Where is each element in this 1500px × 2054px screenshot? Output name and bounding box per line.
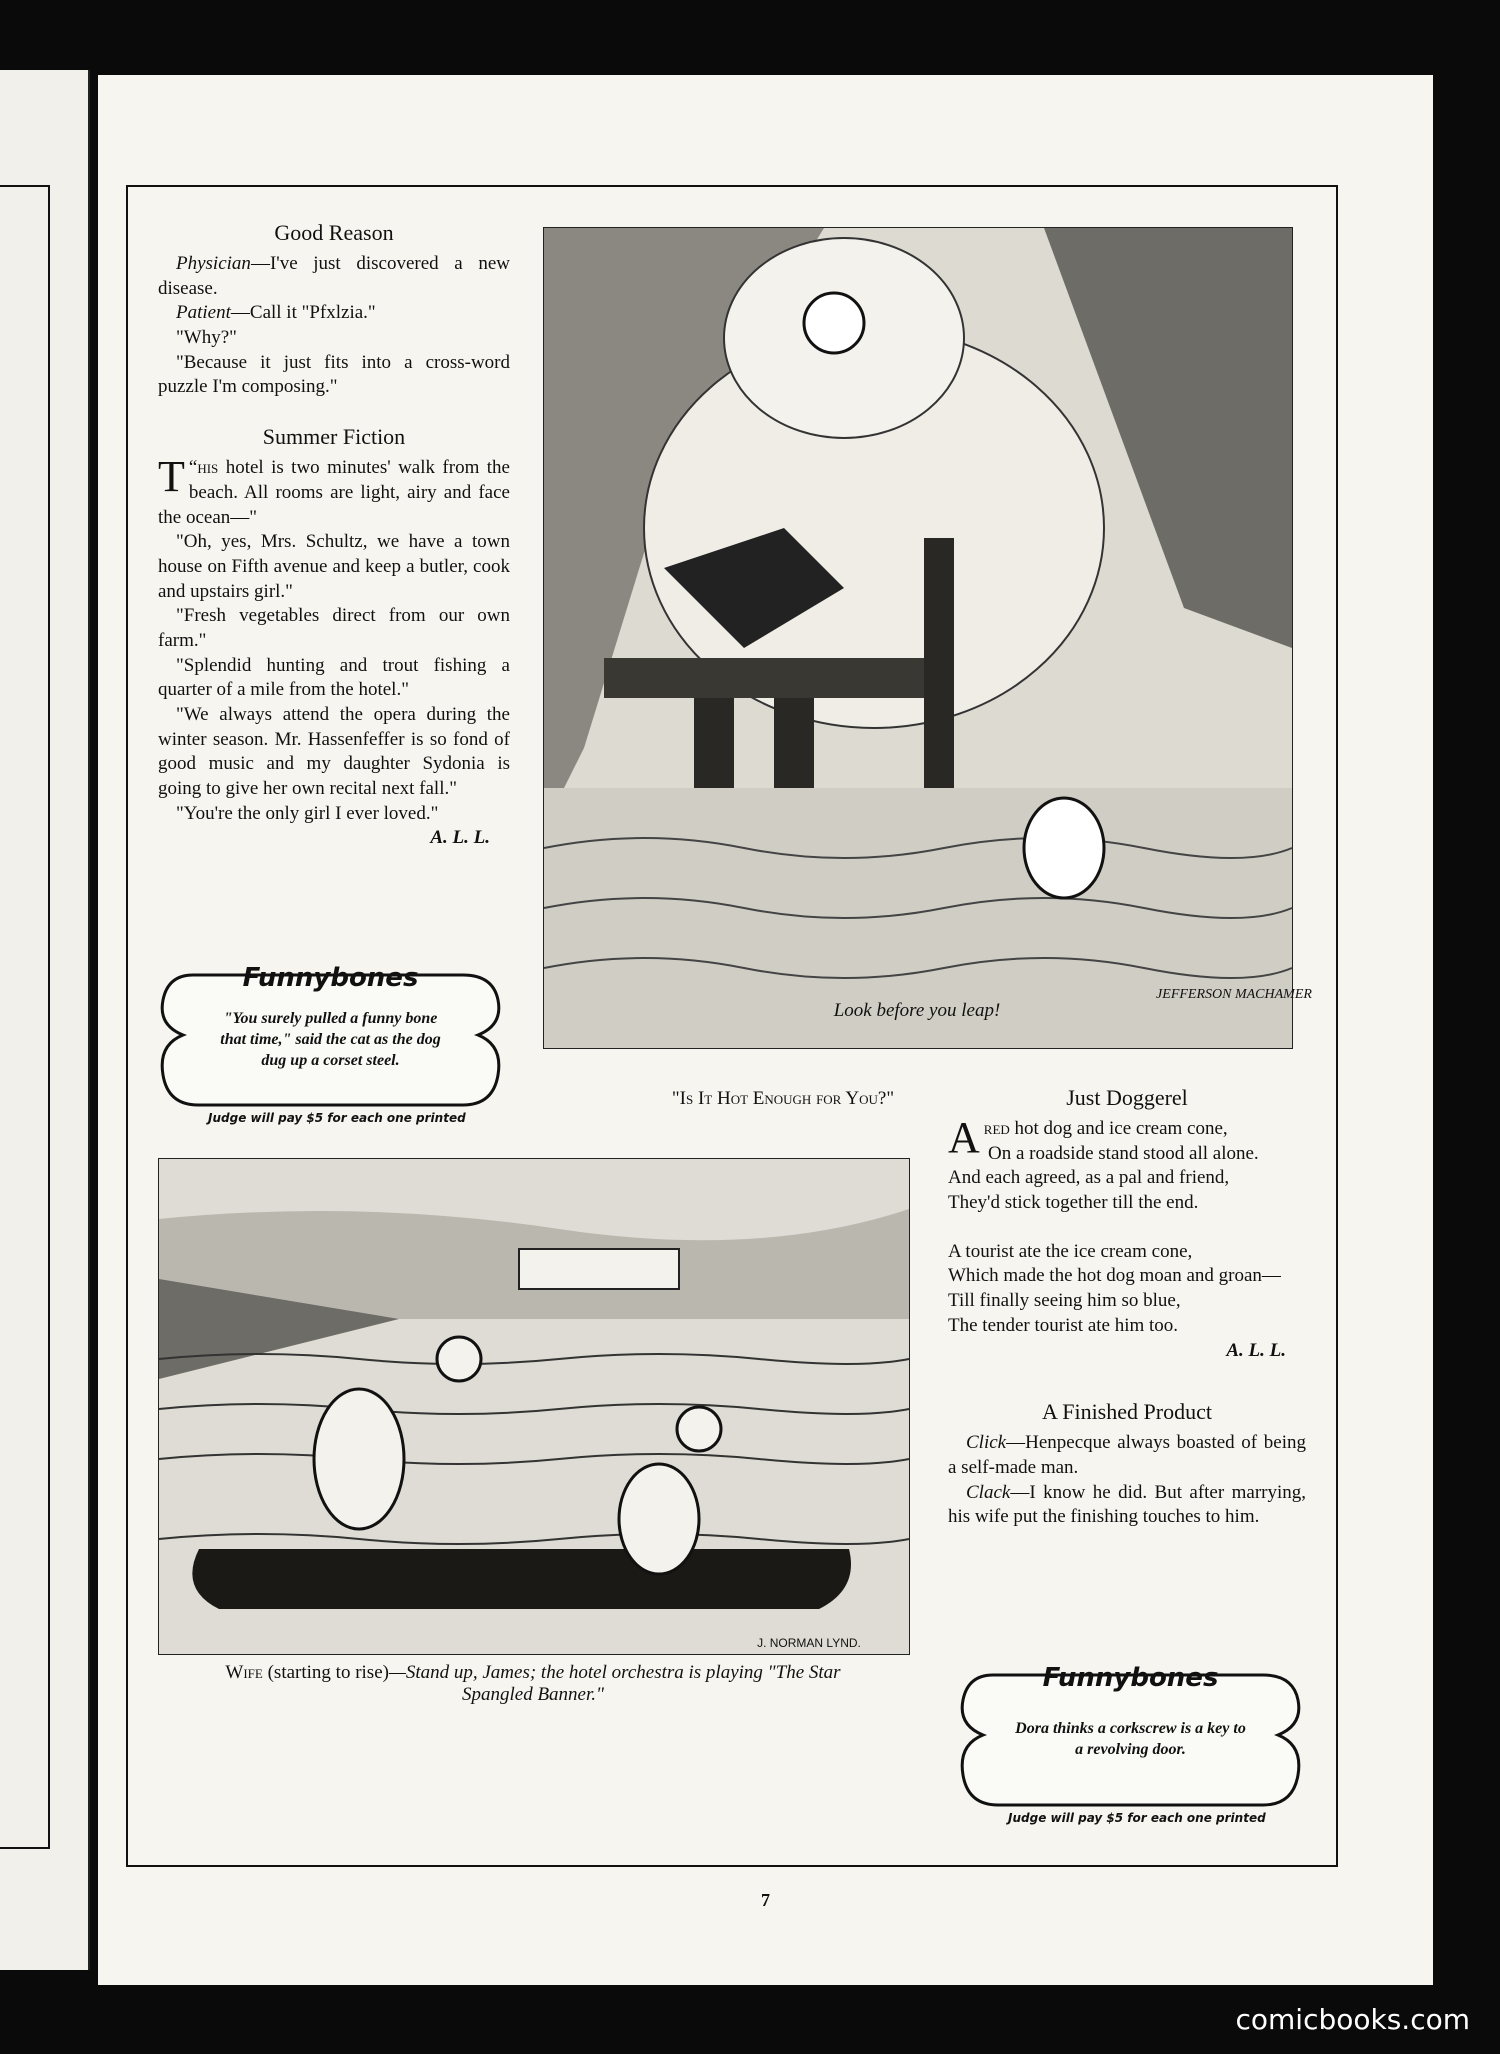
doggerel-line: A tourist ate the ice cream cone, <box>948 1240 1193 1262</box>
hot-enough-heading: "Is It Hot Enough for You?" <box>671 1088 895 1109</box>
good-reason-title: Good Reason <box>274 220 394 245</box>
summer-fiction-title: Summer Fiction <box>262 424 406 450</box>
finished-product-body <box>948 1431 1306 1530</box>
line-because: "Because it just fits into a cross-word puzzle I'm composing." <box>158 351 510 398</box>
line-clack: —I know he did. But after marrying, his wife put the finishing touches to him. <box>948 1481 1306 1528</box>
summer-fiction-para: "Oh, yes, Mrs. Schultz, we have a town house on Fifth avenue and keep a butler, cook and upstairs girl." <box>158 531 510 602</box>
speaker-physician: Physician <box>176 253 251 274</box>
line-physician: —I've just discovered a new disease. <box>158 253 510 299</box>
stanza-break <box>948 1216 1306 1240</box>
doggerel-line: hot dog and ice cream cone, <box>1009 1118 1228 1139</box>
doggerel-line: On a roadside stand stood all alone. <box>988 1142 1259 1164</box>
funnybones-footer-1: Judge will pay $5 for each one printed <box>208 1111 466 1125</box>
funnybones-header-2: Funnybones <box>1042 1663 1219 1693</box>
left-column <box>158 220 510 851</box>
caption-starting: (starting to rise) <box>262 1662 389 1683</box>
just-doggerel-body <box>948 1113 1306 1363</box>
magazine-page <box>98 75 1433 1985</box>
doggerel-line: The tender tourist ate him too. <box>948 1314 1179 1336</box>
summer-fiction-first-line: hotel is two minutes' walk from the beach. All rooms are light, airy and face the ocean—" <box>158 457 510 528</box>
opening-quote: “ <box>188 457 198 479</box>
funnybones-box-1 <box>153 955 508 1145</box>
summer-fiction-para: "Splendid hunting and trout fishing a quarter of a mile from the hotel." <box>158 654 510 701</box>
cartoon-look-before-you-leap <box>543 227 1312 1049</box>
doggerel-line: They'd stick together till the end. <box>948 1192 1199 1214</box>
caption-dialogue: —Stand up, James; the hotel orchestra is playing "The Star Spangled Banner." <box>388 1662 841 1705</box>
finished-product-title: A Finished Product <box>1042 1399 1212 1425</box>
dropcap-t: T <box>158 452 185 502</box>
cartoon-canoe <box>158 1158 910 1655</box>
summer-fiction-para: "We always attend the opera during the winter season. Mr. Hassenfeffer is so fond of good music and my daughter Sydonia is going to give her own recital next fall." <box>158 704 510 800</box>
right-column <box>948 1085 1306 1530</box>
funnybones-footer-2: Judge will pay $5 for each one printed <box>1008 1811 1266 1825</box>
funnybones-text-1: "You surely pulled a funny bone that time," said the cat as the dog dug up a corset steel. <box>220 1010 441 1069</box>
line-why: "Why?" <box>176 327 237 349</box>
just-doggerel-title: Just Doggerel <box>1066 1085 1188 1110</box>
smallcaps-his: his <box>197 457 219 479</box>
doggerel-line: Which made the hot dog moan and groan— <box>948 1265 1281 1287</box>
doggerel-signature: A. L. L. <box>1226 1339 1286 1361</box>
good-reason-body <box>158 252 510 400</box>
canoe-caption <box>208 1662 858 1706</box>
doggerel-line: And each agreed, as a pal and friend, <box>948 1167 1230 1189</box>
line-click: —Henpecque always boasted of being a self-made man. <box>948 1432 1306 1478</box>
canoe-drawing <box>159 1159 909 1654</box>
caption-wife: Wife <box>225 1662 263 1683</box>
summer-fiction-body <box>158 452 510 851</box>
doggerel-line: Till finally seeing him so blue, <box>948 1290 1181 1312</box>
left-page-rule <box>0 185 50 1849</box>
site-watermark: comicbooks.com <box>1235 2003 1470 2036</box>
cartoon-top-caption: Look before you leap! <box>833 1000 1001 1021</box>
left-page-edge <box>0 70 90 1970</box>
summer-fiction-para: "Fresh vegetables direct from our own farm." <box>158 605 510 651</box>
smallcaps-red: red <box>983 1118 1010 1139</box>
summer-fiction-para: "You're the only girl I ever loved." <box>176 802 439 824</box>
speaker-patient: Patient <box>176 302 231 324</box>
cartoon-top-signature: JEFFERSON MACHAMER <box>1156 987 1312 1002</box>
speaker-clack: Clack <box>966 1481 1011 1503</box>
summer-fiction-signature: A. L. L. <box>430 827 490 849</box>
page-number: 7 <box>761 1890 770 1910</box>
funnybones-header-1: Funnybones <box>242 963 419 993</box>
cartoon-drawing <box>544 228 1312 1048</box>
canoe-signature: J. NORMAN LYND. <box>757 1636 861 1650</box>
speaker-click: Click <box>966 1432 1007 1454</box>
line-patient: —Call it "Pfxlzia." <box>230 302 376 324</box>
funnybones-text-2: Dora thinks a corkscrew is a key to a revolving door. <box>1015 1720 1246 1758</box>
dropcap-a: A <box>948 1113 980 1162</box>
funnybones-box-2 <box>953 1655 1308 1845</box>
